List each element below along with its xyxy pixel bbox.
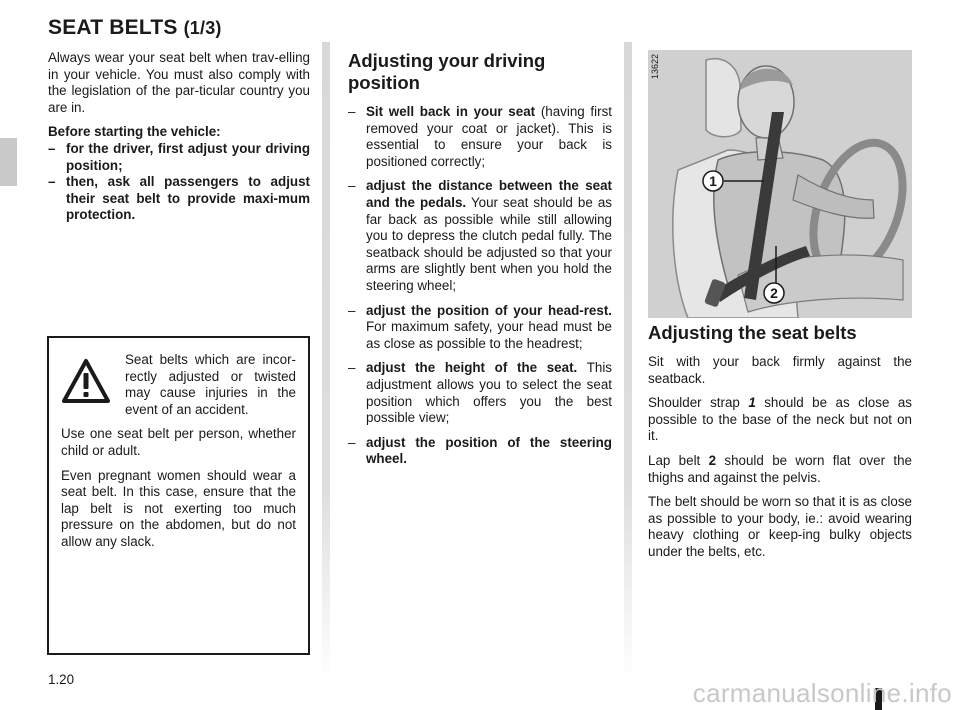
callout-2: 2 — [770, 285, 778, 301]
watermark: carmanualsonline.info — [692, 678, 952, 708]
section-tab — [0, 138, 17, 186]
before-starting-heading: Before starting the vehicle: — [48, 124, 221, 140]
callout-1: 1 — [709, 173, 717, 189]
belts-paragraph: Lap belt 2 should be worn flat over the thighs and against the pelvis. — [648, 452, 912, 485]
driving-position-list — [348, 104, 612, 468]
warning-text: Even pregnant women should wear a seat belt. In this case, ensure that the lap belt is not exerting too much pressure on the abdomen, but do not allow any slack. — [61, 467, 296, 549]
driving-position-heading: Adjusting your driving position — [348, 50, 546, 93]
warning-triangle-icon — [61, 358, 111, 404]
intro-column — [48, 50, 310, 224]
figure-code: 13622 — [650, 54, 660, 80]
page-title-part: (1/3) — [183, 18, 222, 38]
warning-box — [47, 336, 310, 655]
belts-paragraph: Sit with your back firmly against the seatback. — [648, 354, 912, 386]
driver-illustration — [648, 50, 912, 318]
list-item: – then, ask all passengers to adjust their seat belt to provide maxi-mum protection. — [48, 174, 310, 223]
column-divider — [624, 42, 632, 682]
warning-text: Seat belts which are incor-rectly adjusted or twisted may cause injuries in the event of an accident. — [125, 352, 296, 417]
seat-belt-adjust-column — [648, 322, 912, 569]
belts-paragraph: Shoulder strap 1 should be as close as possible to the base of the neck but not on it. — [648, 395, 912, 444]
before-starting-list — [48, 141, 310, 224]
intro-paragraph: Always wear your seat belt when trav-elling in your vehicle. You must also comply with the legislation of the par-ticular country you are in. — [48, 50, 310, 115]
page-number: 1.20 — [48, 672, 75, 687]
belts-paragraph: The belt should be worn so that it is as close as possible to your body, ie.: avoid wearing heavy clothing or keep-ing bulky objects under the belts, etc. — [648, 494, 912, 559]
list-item: – Sit well back in your seat (having first removed your coat or jacket). This is essential to ensure your back is positioned correctly; — [348, 104, 612, 169]
seat-belt-illustration — [648, 50, 912, 318]
list-item: – adjust the height of the seat. This adjustment allows you to select the seat position which offers you the best possible view; — [348, 360, 612, 426]
page-title — [48, 16, 222, 40]
list-item: – for the driver, first adjust your driving position; — [48, 140, 310, 173]
list-item: – adjust the position of the steering wheel. — [348, 434, 612, 467]
list-item: – adjust the distance between the seat and the pedals. Your seat should be as far back as possible while still allowing you to depress the clutch pedal fully. The seatback should be adjusted so that your arms are slightly bent when you hold the steering wheel; — [348, 178, 612, 293]
list-item: – adjust the position of your head-rest. For maximum safety, your head must be as close as possible to the headrest; — [348, 302, 612, 351]
seat-belts-heading: Adjusting the seat belts — [648, 322, 857, 343]
page-title-text: SEAT BELTS — [48, 16, 178, 39]
warning-text: Use one seat belt per person, whether child or adult. — [61, 426, 296, 458]
column-divider — [322, 42, 330, 682]
driving-position-column — [348, 50, 612, 476]
